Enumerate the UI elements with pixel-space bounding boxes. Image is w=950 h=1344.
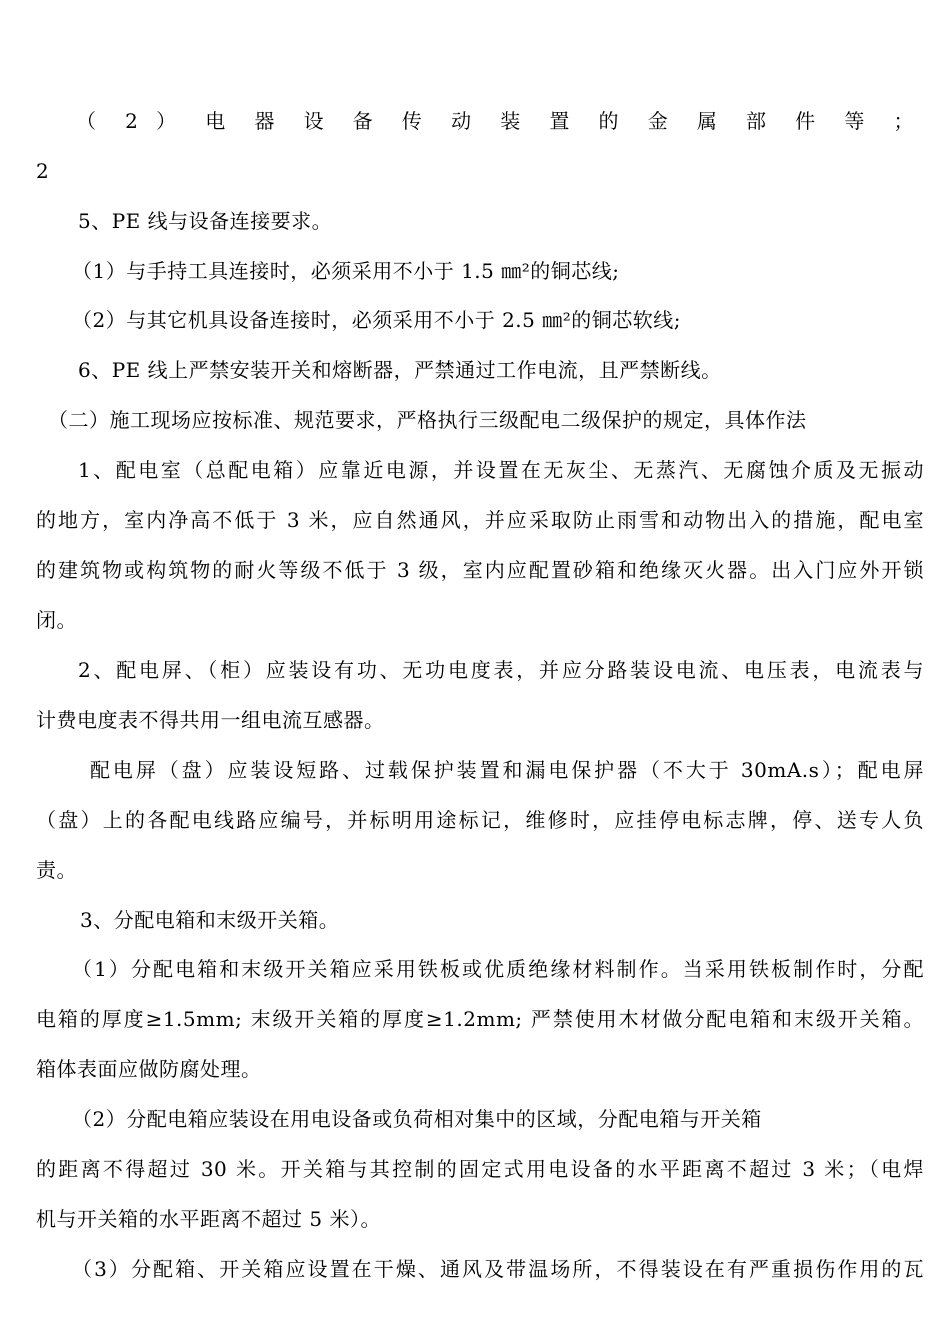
paragraph-line: 的距离不得超过 30 米。开关箱与其控制的固定式用电设备的水平距离不超过 3 米；（电焊	[36, 1157, 924, 1181]
paragraph-line: （ 2 ） 电 器 设 备 传 动 装 置 的 金 属 部 件 等 ；	[76, 109, 914, 133]
paragraph-line: 2	[36, 159, 50, 183]
paragraph-line: 闭。	[36, 608, 77, 632]
paragraph-line: 箱体表面应做防腐处理。	[36, 1057, 262, 1081]
list-item: （2）与其它机具设备连接时，必须采用不小于 2.5 ㎜²的铜芯软线;	[72, 308, 682, 332]
paragraph-line: （1）分配电箱和末级开关箱应采用铁板或优质绝缘材料制作。当采用铁板制作时，分配	[72, 957, 924, 981]
paragraph-line: 2、配电屏、（柜）应装设有功、无功电度表，并应分路装设电流、电压表，电流表与	[78, 658, 924, 682]
paragraph-line: （盘）上的各配电线路应编号，并标明用途标记，维修时，应挂停电标志牌，停、送专人负	[36, 808, 924, 832]
section-heading: 5、PE 线与设备连接要求。	[78, 209, 333, 233]
paragraph-line: （3）分配箱、开关箱应设置在干燥、通风及带温场所，不得装设在有严重损伤作用的瓦	[72, 1257, 924, 1281]
section-heading: 6、PE 线上严禁安装开关和熔断器，严禁通过工作电流，且严禁断线。	[78, 358, 722, 382]
paragraph-line: 计费电度表不得共用一组电流互感器。	[36, 708, 385, 732]
paragraph-line: 的建筑物或构筑物的耐火等级不低于 3 级，室内应配置砂箱和绝缘灭火器。出入门应外开锁	[36, 558, 924, 582]
paragraph-line: 配电屏（盘）应装设短路、过载保护装置和漏电保护器（不大于 30mA.s）；配电屏	[90, 758, 924, 782]
paragraph-line: 电箱的厚度≥1.5mm; 末级开关箱的厚度≥1.2mm; 严禁使用木材做分配电箱和末级开关箱。	[36, 1007, 924, 1031]
paragraph-line: 责。	[36, 858, 77, 882]
paragraph-line: （2）分配电箱应装设在用电设备或负荷相对集中的区域，分配电箱与开关箱	[72, 1107, 762, 1131]
paragraph-line: 1、配电室（总配电箱）应靠近电源，并设置在无灰尘、无蒸汽、无腐蚀介质及无振动	[78, 458, 924, 482]
list-item: （1）与手持工具连接时，必须采用不小于 1.5 ㎜²的铜芯线;	[72, 259, 620, 283]
paragraph-line: 的地方，室内净高不低于 3 米，应自然通风，并应采取防止雨雪和动物出入的措施，配电室	[36, 508, 924, 532]
section-heading: （二）施工现场应按标准、规范要求，严格执行三级配电二级保护的规定，具体作法	[48, 408, 807, 432]
paragraph-line: 机与开关箱的水平距离不超过 5 米）。	[36, 1207, 381, 1231]
section-heading: 3、分配电箱和末级开关箱。	[80, 908, 340, 932]
